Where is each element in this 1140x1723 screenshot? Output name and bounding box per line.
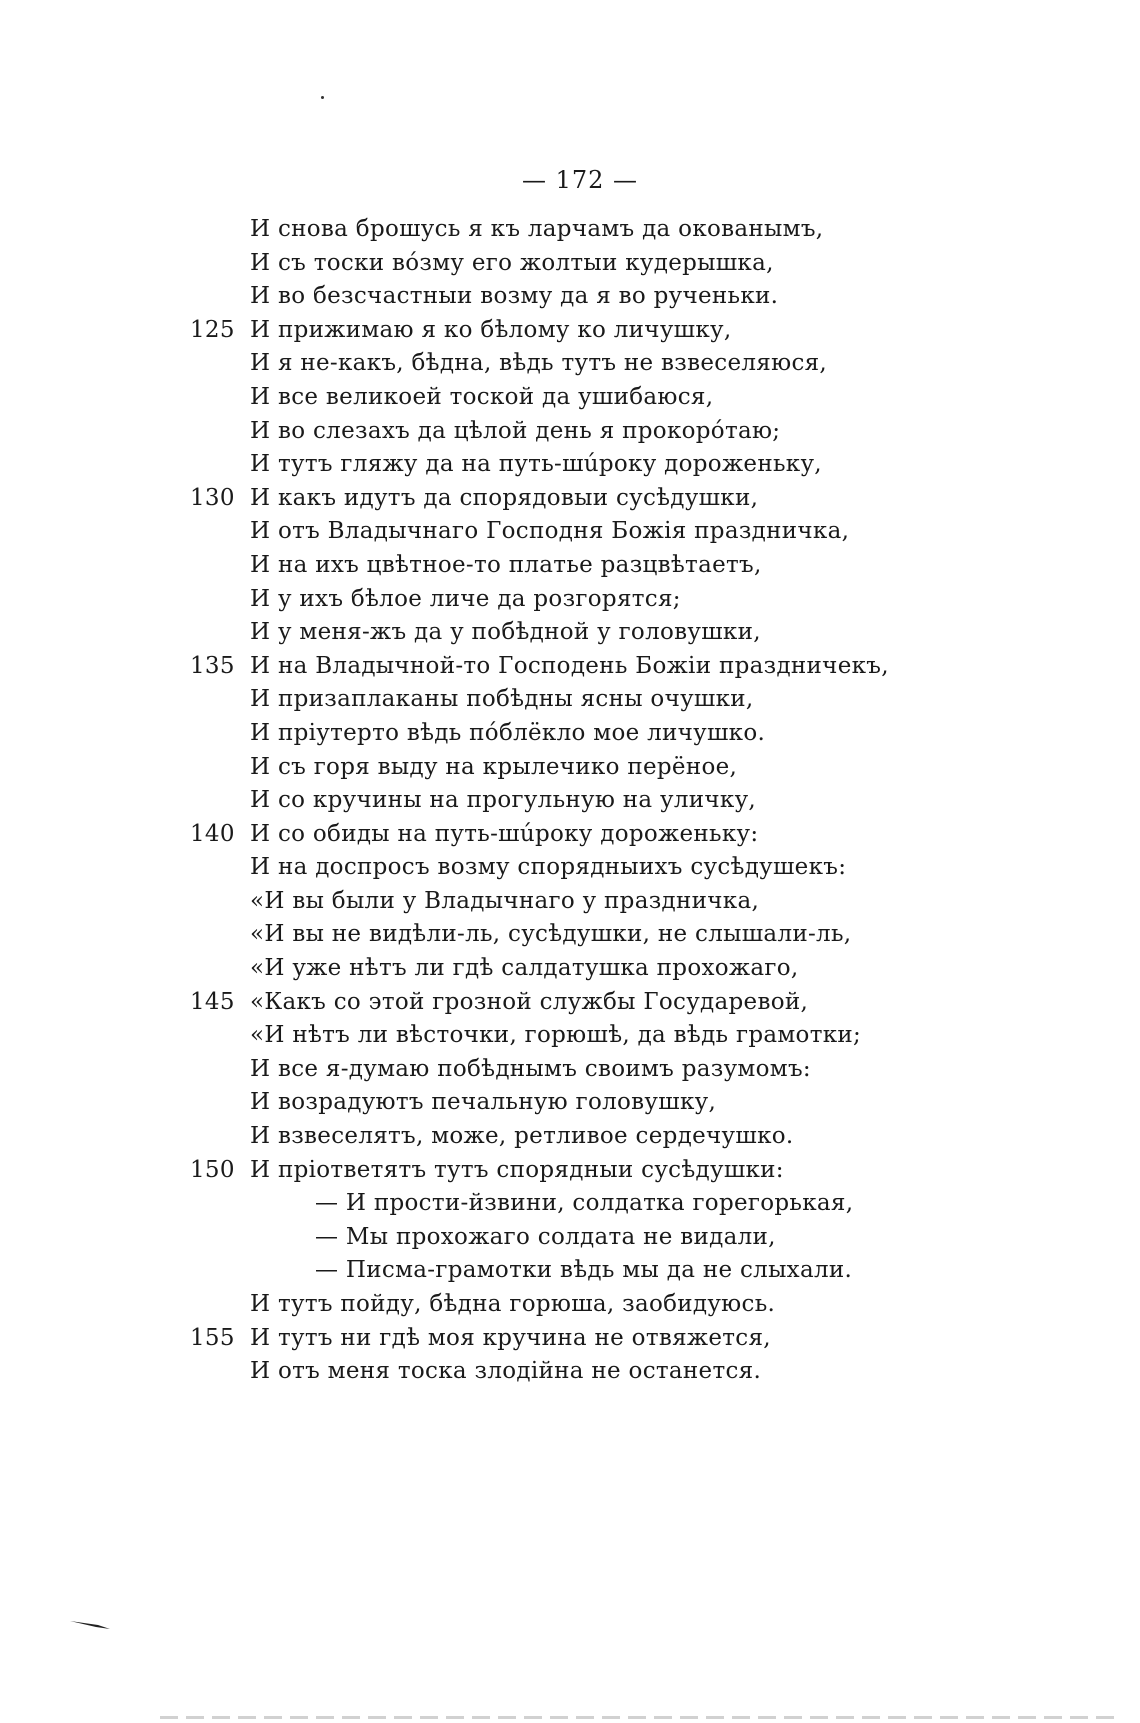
bottom-scan-rule (160, 1716, 1120, 1719)
line-text: И съ горя выду на крылечико перёное, (250, 753, 738, 780)
poem-line (190, 1254, 1090, 1288)
poem-line (190, 918, 1090, 952)
poem-line (190, 213, 1090, 247)
poem-line (190, 1288, 1090, 1322)
poem-line (190, 1187, 1090, 1221)
line-text: И все великоей тоской да ушибаюся, (250, 383, 714, 410)
poem-line (190, 280, 1090, 314)
line-text: И прiответятъ тутъ спорядныи сусѣдушки: (250, 1156, 784, 1183)
poem-line (190, 1355, 1090, 1389)
line-number: 135 (190, 652, 235, 679)
poem-line (190, 683, 1090, 717)
poem-line (190, 314, 1090, 348)
line-text: И на доспросъ возму спорядныихъ сусѣдушекъ: (250, 854, 847, 881)
page-number: — 172 — (521, 166, 639, 194)
line-text: И какъ идутъ да спорядовыи сусѣдушки, (250, 484, 759, 511)
poem-line (190, 482, 1090, 516)
line-text: И призаплаканы побѣдны ясны очушки, (250, 686, 754, 713)
line-number: 150 (190, 1156, 235, 1183)
poem-line (190, 515, 1090, 549)
line-text: И прiутерто вѣдь пóблёкло мое личушко. (250, 719, 766, 746)
poem-line (190, 381, 1090, 415)
line-text: И во безсчастныи возму да я во рученьки. (250, 283, 779, 310)
poem-line (190, 1221, 1090, 1255)
poem-text (190, 213, 1090, 1389)
scan-speck (321, 96, 324, 99)
line-text: И у ихъ бѣлое личе да розгорятся; (250, 585, 681, 612)
line-text: «И вы не видѣли-ль, сусѣдушки, не слышали-ль, (250, 921, 852, 948)
line-text: И у меня-жъ да у побѣдной у головушки, (250, 619, 761, 646)
poem-line (190, 1120, 1090, 1154)
poem-line (190, 717, 1090, 751)
line-text: И отъ Владычнаго Господня Божія праздничка, (250, 518, 850, 545)
poem-line (190, 885, 1090, 919)
line-number: 145 (190, 988, 235, 1015)
line-number: 155 (190, 1324, 235, 1351)
line-text: «И уже нѣтъ ли гдѣ салдатушка прохожаго, (250, 955, 799, 982)
poem-line (190, 784, 1090, 818)
line-text: И прижимаю я ко бѣлому ко личушку, (250, 316, 732, 343)
line-text: И во слезахъ да цѣлой день я прокорóтаю; (250, 417, 781, 444)
poem-line (190, 1322, 1090, 1356)
line-text: И тутъ пойду, бѣдна горюша, заобидуюсь. (250, 1291, 776, 1317)
line-text: — Писма-грамотки вѣдь мы да не слыхали. (315, 1257, 853, 1284)
scan-mark-icon (68, 1618, 112, 1630)
poem-line (190, 583, 1090, 617)
line-text: И снова брошусь я къ ларчамъ да окованымъ, (250, 216, 824, 242)
line-text: И я не-какъ, бѣдна, вѣдь тутъ не взвеселяюся, (250, 350, 828, 377)
line-text: И все я-думаю побѣднымъ своимъ разумомъ: (250, 1055, 811, 1082)
line-text: И со обиды на путь-шúроку дороженьку: (250, 820, 759, 847)
line-number: 130 (190, 484, 235, 511)
line-text: И тутъ гляжу да на путь-шúроку дороженьку, (250, 451, 822, 478)
line-text: И тутъ ни гдѣ моя кручина не отвяжется, (250, 1324, 771, 1351)
poem-line (190, 247, 1090, 281)
poem-line (190, 1053, 1090, 1087)
poem-line (190, 448, 1090, 482)
line-number: 125 (190, 316, 235, 343)
line-text: «И вы были у Владычнаго у праздничка, (250, 887, 760, 914)
line-text: «И нѣтъ ли вѣсточки, горюшѣ, да вѣдь грамотки; (250, 1022, 862, 1049)
poem-line (190, 347, 1090, 381)
line-text: И взвеселятъ, може, ретливое сердечушко. (250, 1123, 794, 1150)
line-text: «Какъ со этой грозной службы Государевой, (250, 988, 809, 1015)
poem-line (190, 818, 1090, 852)
poem-line (190, 952, 1090, 986)
line-text: И съ тоски вóзму его жолтыи кудерышка, (250, 249, 774, 276)
poem-line (190, 549, 1090, 583)
line-text: И на Владычной-то Господень Божіи праздничекъ, (250, 652, 889, 679)
poem-line (190, 851, 1090, 885)
poem-line (190, 986, 1090, 1020)
poem-line (190, 1154, 1090, 1188)
line-text: И отъ меня тоска злодійна не останется. (250, 1358, 762, 1385)
poem-line (190, 1086, 1090, 1120)
line-text: — Мы прохожаго солдата не видали, (315, 1223, 776, 1250)
line-text: И возрадуютъ печальную головушку, (250, 1089, 717, 1116)
poem-line (190, 415, 1090, 449)
poem-line (190, 751, 1090, 785)
poem-line (190, 1019, 1090, 1053)
line-text: И на ихъ цвѣтное-то платье разцвѣтаетъ, (250, 551, 762, 578)
line-text: — И прости-йзвини, солдатка горегорькая, (315, 1190, 854, 1217)
line-text: И со кручины на прогульную на уличку, (250, 787, 757, 814)
poem-line (190, 616, 1090, 650)
line-number: 140 (190, 820, 235, 847)
poem-line (190, 650, 1090, 684)
